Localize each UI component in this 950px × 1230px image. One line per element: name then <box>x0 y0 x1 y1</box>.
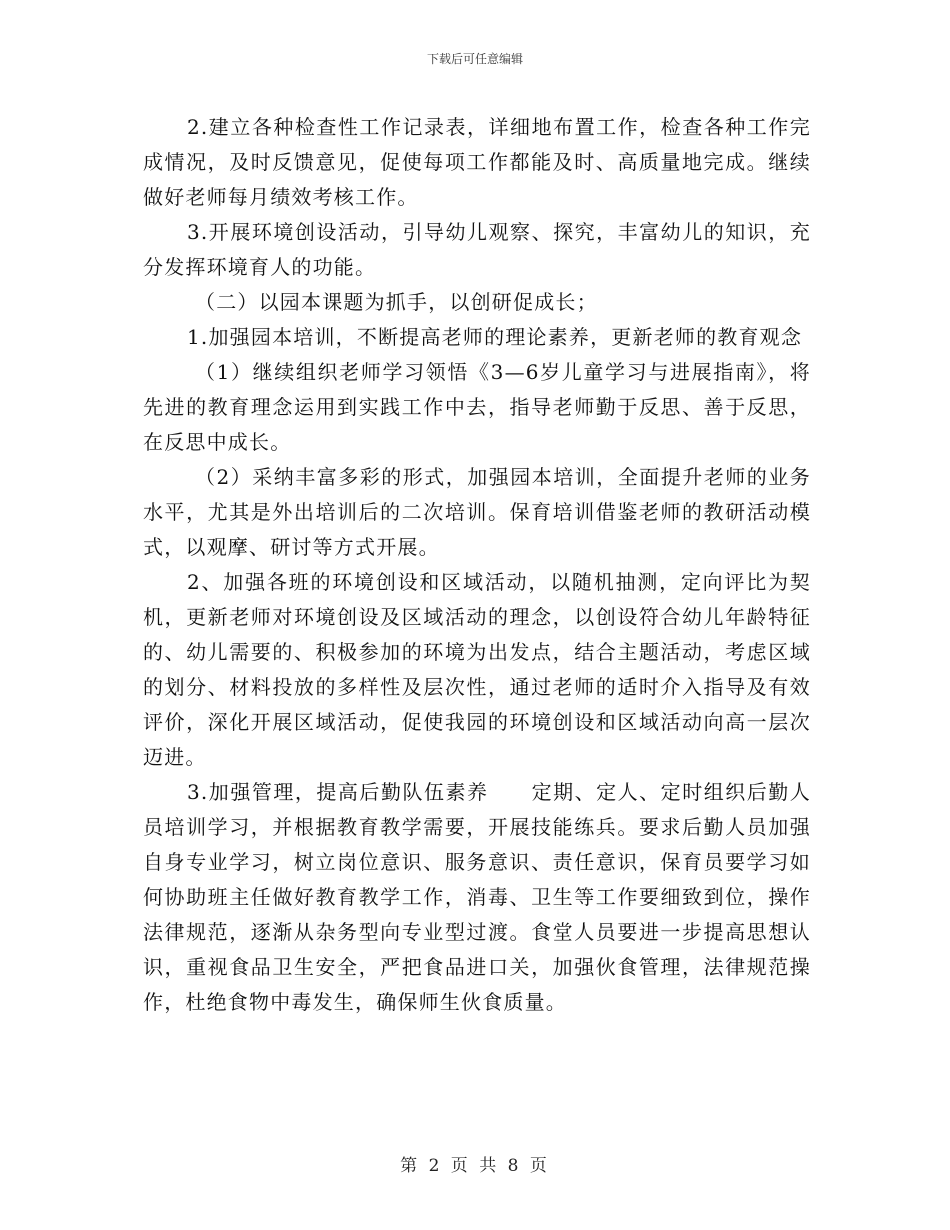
paragraph: 1.加强园本培训，不断提高老师的理论素养，更新老师的教育观念 <box>187 325 803 349</box>
page-header: 下载后可任意编辑 <box>426 52 523 66</box>
paragraph: 3.开展环境创设活动，引导幼儿观察、探究，丰富幼儿的知识，充分发挥环境育人的功能。 <box>143 220 811 279</box>
paragraph: 2.建立各种检查性工作记录表，详细地布置工作，检查各种工作完成情况，及时反馈意见，促使每项工作都能及时、高质量地完成。继续做好老师每月绩效考核工作。 <box>143 115 811 209</box>
section-heading: （二）以园本课题为抓手，以创研促成长； <box>195 290 598 314</box>
paragraph: （2）采纳丰富多彩的形式，加强园本培训，全面提升老师的业务水平，尤其是外出培训后的二次培训。保育培训借鉴老师的教研活动模式，以观摩、研讨等方式开展。 <box>143 465 811 559</box>
paragraph: 3.加强管理，提高后勤队伍素养 定期、定人、定时组织后勤人员培训学习，并根据教育教学需要，开展技能练兵。要求后勤人员加强自身专业学习，树立岗位意识、服务意识、责任意识，保育员要学习如何协助班主任做好教育教学工作，消毒、卫生等工作要细致到位，操作法律规范，逐渐从杂务型向专业型过渡。食堂人员要进一步提高思想认识，重视食品卫生安全，严把食品进口关，加强伙食管理，法律规范操作，杜绝食物中毒发生，确保师生伙食质量。 <box>143 780 811 1014</box>
page-footer: 第 2 页 共 8 页 <box>400 1156 550 1176</box>
paragraph: （1）继续组织老师学习领悟《3—6岁儿童学习与进展指南》，将先进的教育理念运用到实践工作中去，指导老师勤于反思、善于反思，在反思中成长。 <box>143 360 811 454</box>
document-body <box>143 110 811 1020</box>
paragraph: 2、加强各班的环境创设和区域活动，以随机抽测，定向评比为契机，更新老师对环境创设及区域活动的理念，以创设符合幼儿年龄特征的、幼儿需要的、积极参加的环境为出发点，结合主题活动，考虑区域的划分、材料投放的多样性及层次性，通过老师的适时介入指导及有效评价，深化开展区域活动，促使我园的环境创设和区域活动向高一层次迈进。 <box>143 570 811 769</box>
